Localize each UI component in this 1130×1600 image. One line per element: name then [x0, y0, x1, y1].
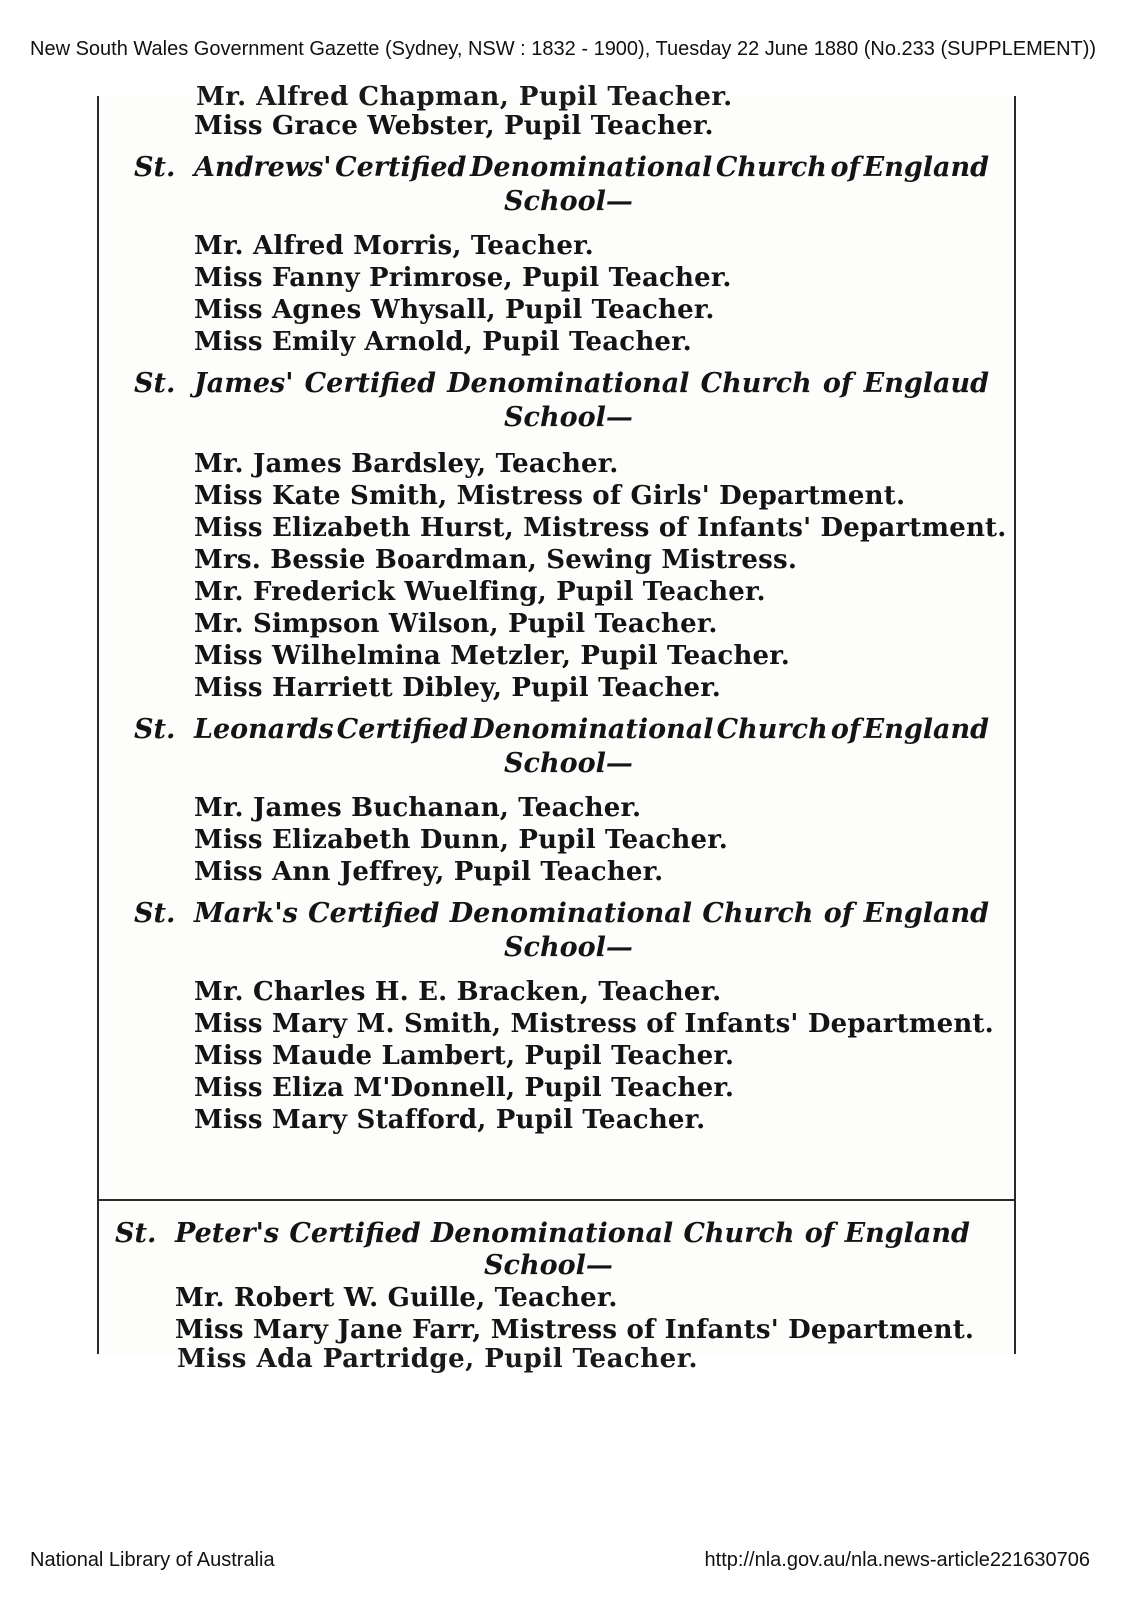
- heading-word: Certified: [308, 898, 440, 929]
- school-heading-sub: School—: [504, 748, 633, 779]
- school-heading: [134, 898, 989, 932]
- school-heading: [134, 714, 989, 748]
- staff-line: Miss Harriett Dibley, Pupil Teacher.: [194, 673, 722, 703]
- heading-word: England: [863, 898, 989, 929]
- school-heading-words: [175, 1218, 970, 1249]
- school-heading-words: [194, 368, 989, 399]
- heading-word: Church: [716, 714, 828, 745]
- heading-word: Leonards: [194, 714, 334, 745]
- school-heading-sub: School—: [504, 932, 633, 963]
- school-heading-words: [194, 898, 989, 929]
- heading-word: Englaud: [863, 368, 989, 399]
- staff-line: Miss Mary M. Smith, Mistress of Infants' Department.: [194, 1009, 994, 1039]
- heading-word: of: [804, 1218, 835, 1249]
- school-heading-st: St.: [134, 898, 176, 929]
- heading-word: of: [830, 152, 861, 183]
- heading-word: Denominational: [471, 714, 714, 745]
- staff-line: Mrs. Bessie Boardman, Sewing Mistress.: [194, 545, 798, 575]
- staff-line: Mr. Simpson Wilson, Pupil Teacher.: [194, 609, 718, 639]
- school-heading-st: St.: [134, 714, 176, 745]
- school-heading-sub: School—: [504, 402, 633, 433]
- heading-word: Church: [700, 368, 812, 399]
- school-heading-words: [194, 152, 989, 183]
- staff-line: Mr. Robert W. Guille, Teacher.: [175, 1283, 618, 1313]
- staff-line: Mr. James Bardsley, Teacher.: [194, 449, 619, 479]
- school-heading-st: St.: [115, 1218, 157, 1249]
- heading-word: Denominational: [447, 368, 690, 399]
- heading-word: Church: [702, 898, 814, 929]
- heading-word: Certified: [304, 368, 436, 399]
- staff-line: Miss Kate Smith, Mistress of Girls' Department.: [194, 481, 906, 511]
- staff-line: Miss Fanny Primrose, Pupil Teacher.: [194, 263, 732, 293]
- staff-line: Miss Elizabeth Dunn, Pupil Teacher.: [194, 825, 729, 855]
- heading-word: Andrews': [194, 152, 332, 183]
- heading-word: Certified: [335, 152, 467, 183]
- school-heading: [115, 1218, 970, 1252]
- staff-line: Miss Agnes Whysall, Pupil Teacher.: [194, 295, 715, 325]
- heading-word: Denominational: [449, 898, 693, 929]
- staff-line: Miss Maude Lambert, Pupil Teacher.: [194, 1041, 735, 1071]
- school-heading-sub: School—: [504, 186, 633, 217]
- heading-word: England: [863, 152, 989, 183]
- staff-line: Miss Emily Arnold, Pupil Teacher.: [194, 327, 692, 357]
- heading-word: England: [863, 714, 989, 745]
- staff-line: Miss Mary Jane Farr, Mistress of Infants' Department.: [175, 1315, 975, 1345]
- partial-top-line: Mr. Alfred Chapman, Pupil Teacher.: [196, 82, 733, 112]
- heading-word: Church: [683, 1218, 795, 1249]
- heading-word: James': [194, 368, 294, 399]
- heading-word: Denominational: [469, 152, 713, 183]
- heading-word: Peter's: [175, 1218, 280, 1249]
- partial-bottom-line: Miss Ada Partridge, Pupil Teacher.: [177, 1344, 699, 1374]
- staff-line: Miss Elizabeth Hurst, Mistress of Infants' Department.: [194, 513, 1007, 543]
- heading-word: of: [822, 368, 853, 399]
- staff-line: Miss Eliza M'Donnell, Pupil Teacher.: [194, 1073, 735, 1103]
- school-heading: [134, 152, 989, 186]
- staff-line: Miss Grace Webster, Pupil Teacher.: [194, 111, 714, 141]
- heading-word: of: [830, 714, 861, 745]
- footer-library-name: National Library of Australia: [30, 1549, 275, 1571]
- staff-line: Miss Mary Stafford, Pupil Teacher.: [194, 1105, 706, 1135]
- staff-line: Miss Wilhelmina Metzler, Pupil Teacher.: [194, 641, 791, 671]
- school-heading-words: [194, 714, 989, 745]
- heading-word: Certified: [289, 1218, 421, 1249]
- staff-line: Mr. Alfred Morris, Teacher.: [194, 231, 594, 261]
- footer-article-url: http://nla.gov.au/nla.news-article221630706: [704, 1549, 1090, 1571]
- staff-line: Mr. Frederick Wuelfing, Pupil Teacher.: [194, 577, 766, 607]
- column-divider: [99, 1199, 1014, 1201]
- heading-word: Church: [715, 152, 827, 183]
- gazette-clipping: [97, 82, 1016, 1374]
- heading-word: Mark's: [194, 898, 298, 929]
- school-heading-st: St.: [134, 152, 176, 183]
- school-heading-sub: School—: [484, 1250, 613, 1281]
- staff-line: Mr. Charles H. E. Bracken, Teacher.: [194, 977, 722, 1007]
- heading-word: Denominational: [430, 1218, 674, 1249]
- heading-word: of: [823, 898, 854, 929]
- staff-line: Miss Ann Jeffrey, Pupil Teacher.: [194, 857, 664, 887]
- heading-word: England: [844, 1218, 970, 1249]
- staff-line: Mr. James Buchanan, Teacher.: [194, 793, 642, 823]
- school-heading: [134, 368, 989, 402]
- heading-word: Certified: [336, 714, 469, 745]
- page-header-title: New South Wales Government Gazette (Sydney, NSW : 1832 - 1900), Tuesday 22 June 1880 (No.233 (SUPPLEMENT)): [30, 38, 1097, 60]
- school-heading-st: St.: [134, 368, 176, 399]
